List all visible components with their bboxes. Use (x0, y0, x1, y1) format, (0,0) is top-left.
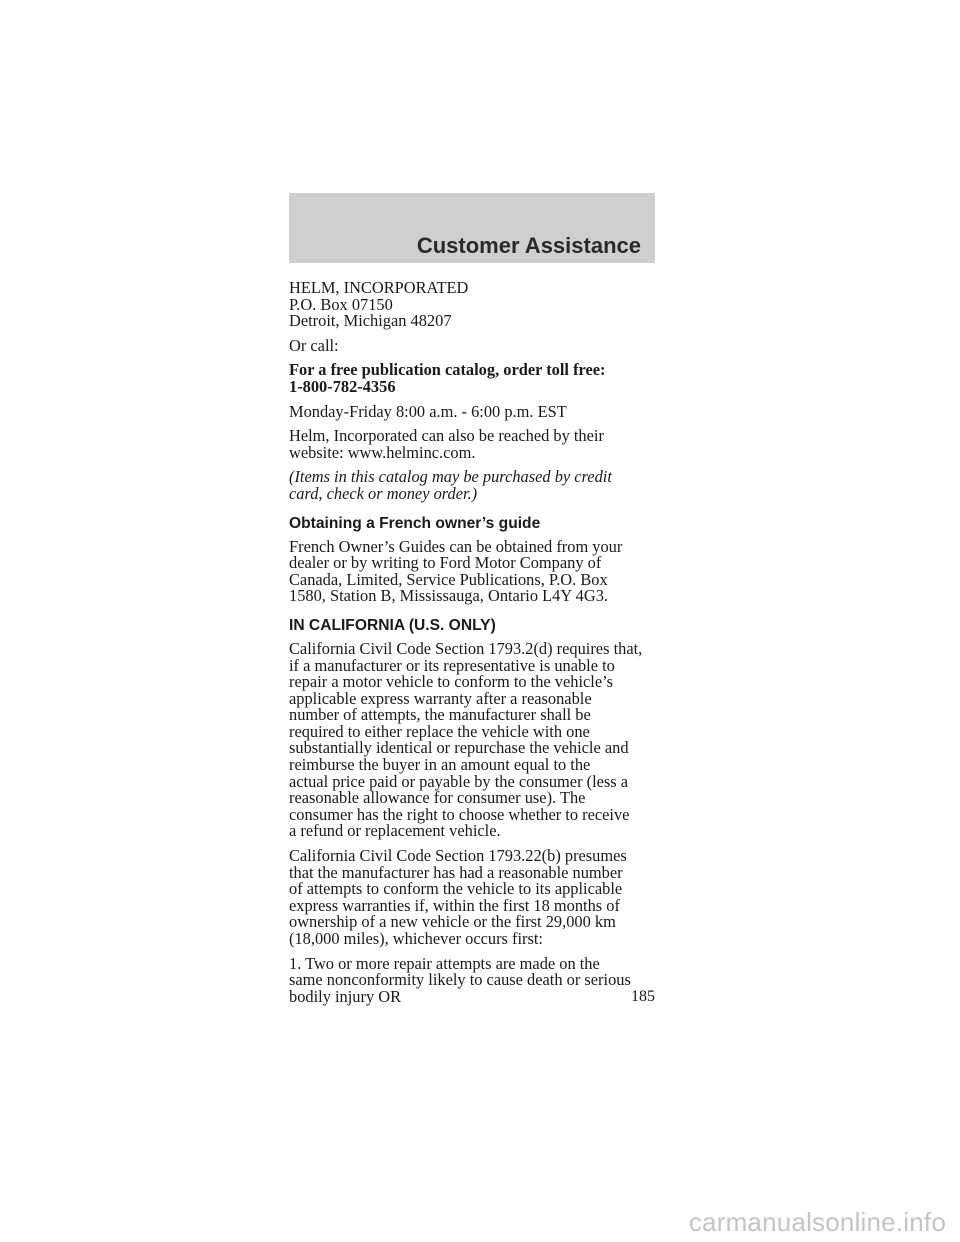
site-watermark: carmanualsonline.info (688, 1207, 946, 1237)
website-text: Helm, Incorporated can also be reached by their website: www.helminc.com. (289, 426, 604, 462)
page-number: 185 (631, 988, 655, 1005)
french-guide-text: French Owner’s Guides can be obtained from your dealer or by writing to Ford Motor Company of Canada, Limited, Service Publications, P.O. Box 1580, Station B, Mississauga, Ontario L4Y 4G3. (289, 536, 623, 606)
california-paragraph-2: California Civil Code Section 1793.22(b) presumes that the manufacturer has had a reasonable number of attempts to conform the vehicle to its applicable express warranties if, within the first 18 months of ownership of a new vehicle or the first 29,000 km (18,000 miles), whichever occurs first: (289, 846, 627, 948)
page-content (289, 280, 661, 1013)
california-paragraph-1: California Civil Code Section 1793.2(d) requires that, if a manufacturer or its representative is unable to repair a motor vehicle to conform to the vehicle’s applicable express warranty after a reasonable number of attempts, the manufacturer shall be required to either replace the vehicle with one substantially identical or repurchase the vehicle and reimburse the buyer in an amount equal to the actual price paid or payable by the consumer (less a reasonable allowance for consumer use). The consumer has the right to choose whether to receive a refund or replacement vehicle. (289, 638, 643, 841)
or-call-text: Or call: (289, 335, 339, 355)
california-list-item-1: 1. Two or more repair attempts are made on the same nonconformity likely to cause death or serious bodily injury OR (289, 953, 631, 1006)
business-hours: Monday-Friday 8:00 a.m. - 6:00 p.m. EST (289, 401, 567, 421)
section-title: Customer Assistance (416, 233, 641, 258)
french-guide-heading: Obtaining a French owner’s guide (289, 514, 541, 532)
california-heading: IN CALIFORNIA (U.S. ONLY) (289, 616, 496, 634)
section-header (289, 193, 655, 263)
mailing-address: HELM, INCORPORATED P.O. Box 07150 Detroit, Michigan 48207 (289, 278, 469, 331)
catalog-order-phone: For a free publication catalog, order toll free: 1-800-782-4356 (289, 360, 606, 396)
payment-note: (Items in this catalog may be purchased by credit card, check or money order.) (289, 467, 612, 503)
